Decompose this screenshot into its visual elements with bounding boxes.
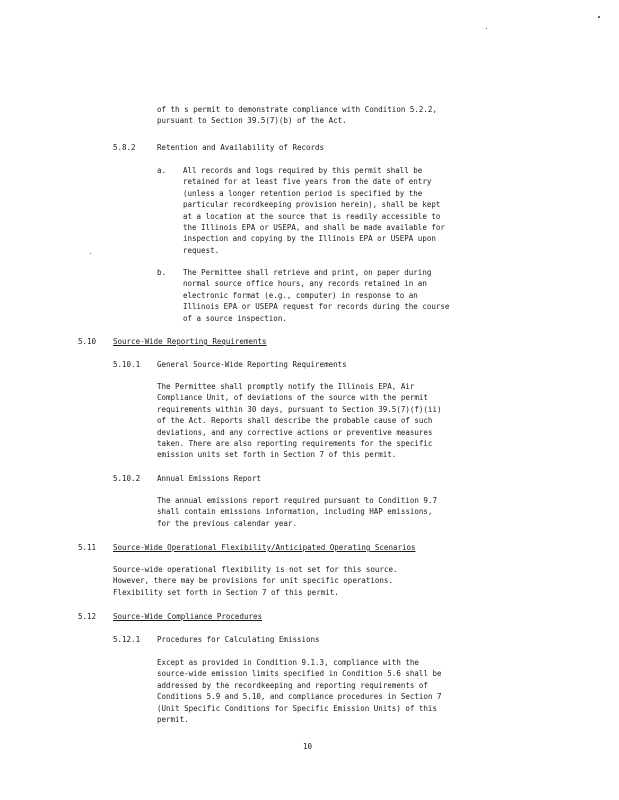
section-5-10-number: 5.10: [78, 337, 97, 346]
page-number: 10: [303, 742, 313, 751]
scan-speck: [486, 28, 487, 29]
text-line: inspection and copying by the Illinois EPA or USEPA upon: [183, 234, 436, 244]
text-line: (unless a longer retention period is specified by the: [183, 188, 423, 198]
text-line: of a source inspection.: [183, 313, 287, 323]
section-5-11-body: [113, 564, 397, 598]
section-5-12-1-number: 5.12.1: [113, 635, 141, 644]
text-line: emission units set forth in Section 7 of this permit.: [157, 450, 397, 460]
section-5-10-1-heading: General Source-Wide Reporting Requirements: [157, 360, 347, 369]
text-line: deviations, and any corrective actions or preventive measures: [157, 427, 433, 437]
section-5-12-1-body: [157, 657, 441, 725]
section-5-12-number: 5.12: [78, 612, 97, 621]
section-5-10-heading: Source-Wide Reporting Requirements: [113, 337, 267, 346]
text-line: addressed by the recordkeeping and reporting requirements of: [157, 680, 428, 690]
text-line: The Permittee shall retrieve and print, on paper during: [183, 268, 432, 277]
item-a-label: a.: [157, 166, 167, 175]
text-line: pursuant to Section 39.5(7)(b) of the Act.: [157, 116, 347, 126]
text-line: Source-wide operational flexibility is not set for this source.: [113, 565, 398, 574]
section-5-11-heading: Source-Wide Operational Flexibility/Anticipated Operating Scenarios: [113, 543, 416, 552]
section-5-12-heading: Source-Wide Compliance Procedures: [113, 612, 263, 621]
section-5-10-2-heading: Annual Emissions Report: [157, 474, 261, 483]
text-line: Except as provided in Condition 9.1.3, compliance with the: [157, 658, 419, 667]
text-line: The Permittee shall promptly notify the Illinois EPA, Air: [157, 382, 415, 391]
text-line: at a location at the source that is readily accessible to: [183, 211, 441, 221]
text-line: of th s permit to demonstrate compliance with Condition 5.2.2,: [157, 105, 437, 114]
section-5-10-1-body: [157, 381, 441, 461]
intro-paragraph: [157, 104, 437, 127]
section-5-8-2-number: 5.8.2: [113, 143, 136, 152]
section-5-10-1-number: 5.10.1: [113, 360, 141, 369]
scan-speck: [90, 253, 91, 254]
scan-speck: [598, 16, 600, 18]
section-5-11-number: 5.11: [78, 543, 97, 552]
item-b-label: b.: [157, 268, 167, 277]
text-line: permit.: [157, 714, 189, 724]
text-line: the Illinois EPA or USEPA, and shall be made available for: [183, 222, 445, 232]
text-line: of the Act. Reports shall describe the probable cause of such: [157, 416, 433, 426]
text-line: Compliance Unit, of deviations of the source with the permit: [157, 393, 428, 403]
text-line: However, there may be provisions for unit specific operations.: [113, 576, 393, 586]
section-5-8-2-heading: Retention and Availability of Records: [157, 143, 325, 152]
text-line: request.: [183, 245, 220, 255]
section-5-10-2-body: [157, 495, 437, 529]
section-5-10-2-number: 5.10.2: [113, 474, 141, 483]
section-5-12-1-heading: Procedures for Calculating Emissions: [157, 635, 320, 644]
text-line: electronic format (e.g., computer) in response to an: [183, 290, 418, 300]
text-line: particular recordkeeping provision herein), shall be kept: [183, 200, 441, 210]
text-line: All records and logs required by this permit shall be: [183, 166, 423, 175]
text-line: The annual emissions report required pursuant to Condition 9.7: [157, 496, 437, 505]
text-line: shall contain emissions information, including HAP emissions,: [157, 507, 433, 517]
item-a-text: [183, 165, 445, 256]
item-b-text: [183, 267, 449, 324]
text-line: normal source office hours, any records retained in an: [183, 279, 427, 289]
text-line: Illinois EPA or USEPA request for records during the course: [183, 302, 450, 312]
text-line: taken. There are also reporting requirements for the specific: [157, 438, 433, 448]
text-line: Flexibility set forth in Section 7 of this permit.: [113, 587, 339, 597]
text-line: Conditions 5.9 and 5.10, and compliance procedures in Section 7: [157, 692, 442, 702]
text-line: for the previous calendar year.: [157, 518, 297, 528]
text-line: requirements within 30 days, pursuant to Section 39.5(7)(f)(ii): [157, 404, 442, 414]
text-line: retained for at least five years from the date of entry: [183, 177, 432, 187]
text-line: (Unit Specific Conditions for Specific Emission Units) of this: [157, 703, 437, 713]
text-line: source-wide emission limits specified in Condition 5.6 shall be: [157, 669, 442, 679]
